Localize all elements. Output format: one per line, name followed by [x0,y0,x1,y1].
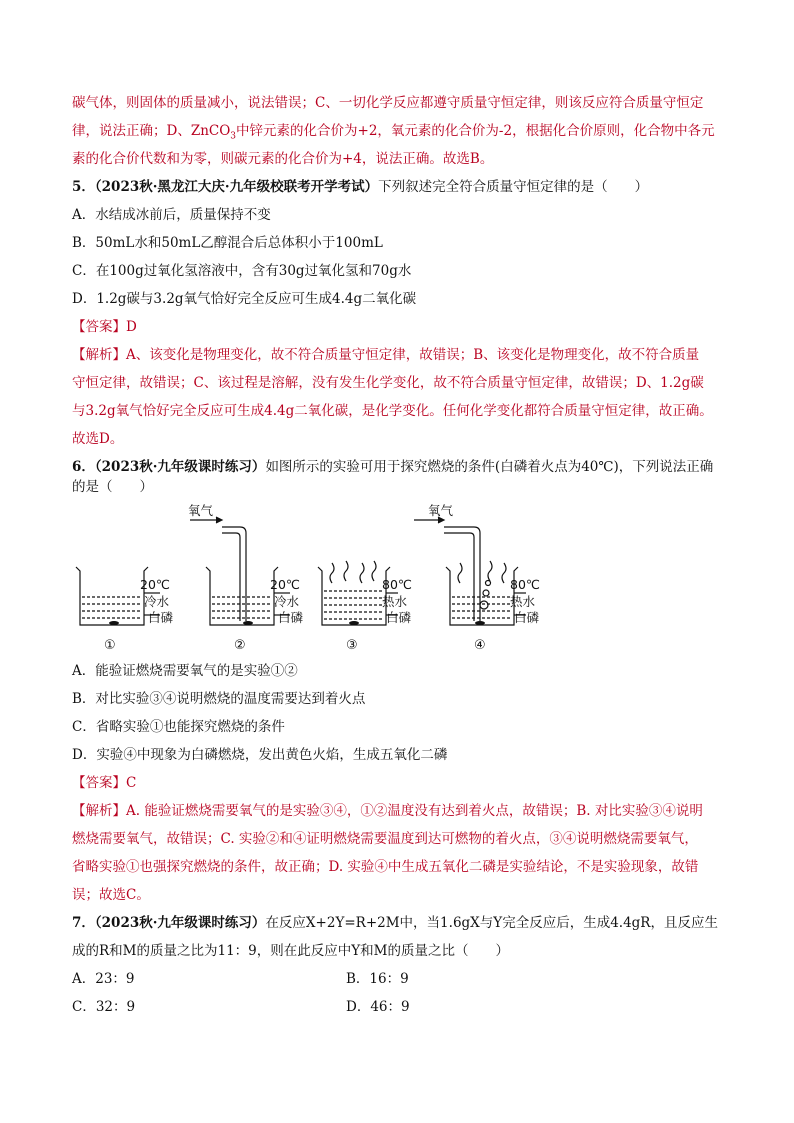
temp-label-2: 20℃ [270,577,300,592]
analysis-line [72,346,699,364]
beaker-number-1: ① [104,638,116,653]
question-7-stem-cont: 成的R和M的质量之比为11：9，则在此反应中Y和M的质量之比（ ） [72,943,509,959]
answer-line [72,774,136,792]
combustion-experiment-figure [70,497,550,657]
option-d: D．1.2g碳与3.2g氧气恰好完全反应可生成4.4g二氧化碳 [72,291,417,307]
oxygen-label-4: 氧气 [428,503,454,518]
question-number: 7． [72,915,95,931]
subscript: 3 [230,131,237,142]
answer-label: 【答案】 [72,319,126,335]
beaker-1 [76,567,148,625]
beaker-number-3: ③ [346,638,358,653]
analysis-text: A、该变化是物理变化，故不符合质量守恒定律，故错误；B、该变化是物理变化，故不符合质量 [126,347,700,363]
question-source: （2023秋·九年级课时练习） [94,459,266,475]
water-label-4: 热水 [510,594,536,609]
prev-explanation-text: 中锌元素的化合价为+2，氧元素的化合价为-2，根据化合价原则，化合物中各元 [236,123,715,139]
water-label-3: 热水 [382,594,408,609]
analysis-line [72,802,703,820]
option-d: D．46：9 [346,999,410,1015]
beaker-4 [446,567,518,625]
prev-explanation-line: 碳气体，则固体的质量减小，说法错误；C、一切化学反应都遵守质量守恒定律，则该反应符合质量守恒定 [72,95,704,111]
phosphorus-1 [109,621,119,625]
phosphorus-label-1: 白磷 [148,610,174,625]
option-b: B．16：9 [346,971,409,987]
question-number: 5． [72,179,95,195]
phosphorus-4 [475,621,485,625]
beaker-3 [318,567,390,625]
analysis-line: 故选D。 [72,431,124,447]
water-label-1: 冷水 [144,594,170,609]
question-text: 如图所示的实验可用于探究燃烧的条件(白磷着火点为40℃)，下列说法正确 [265,459,714,475]
temp-label-4: 80℃ [510,577,540,592]
question-text: 在反应X+2Y=R+2M中，当1.6gX与Y完全反应后，生成4.4gR，且反应生 [265,915,718,931]
oxygen-label-2: 氧气 [188,503,214,518]
prev-explanation-text: 律，说法正确；D、ZnCO [72,123,231,139]
analysis-label: 【解析】 [72,347,126,363]
temp-label-3: 80℃ [382,577,412,592]
option-c: C．32：9 [72,999,136,1015]
option-b: B．50mL水和50mL乙醇混合后总体积小于100mL [72,235,383,251]
beaker-2 [206,567,278,625]
answer-line [72,318,137,336]
answer-label: 【答案】 [72,775,126,791]
prev-explanation-line [72,122,715,140]
temp-label-1: 20℃ [140,577,170,592]
question-7-stem [72,914,718,932]
beaker-number-4: ④ [474,638,486,653]
analysis-line: 与3.2g氧气恰好完全反应可生成4.4g二氧化碳，是化学变化。任何化学变化都符合质量守恒定律，故正确。 [72,403,713,419]
answer-value: C [126,775,137,791]
option-a: A．能验证燃烧需要氧气的是实验①② [72,663,298,679]
phosphorus-2 [243,621,253,625]
option-a: A．水结成冰前后，质量保持不变 [72,207,271,223]
phosphorus-label-4: 白磷 [514,610,540,625]
question-number: 6． [72,459,95,475]
question-source: （2023秋·九年级课时练习） [94,915,266,931]
analysis-line: 误；故选C。 [72,887,150,903]
beakers-diagram [70,497,550,657]
question-5-stem [72,178,648,196]
question-6-stem [72,458,713,476]
option-c: C．在100g过氧化氢溶液中，含有30g过氧化氢和70g水 [72,263,412,279]
analysis-line: 燃烧需要氧气，故错误；C. 实验②和④证明燃烧需要温度到达可燃物的着火点，③④说明燃烧需要氧气， [72,831,698,847]
answer-value: D [126,319,137,335]
option-b: B．对比实验③④说明燃烧的温度需要达到着火点 [72,691,366,707]
analysis-line: 守恒定律，故错误；C、该过程是溶解，没有发生化学变化，故不符合质量守恒定律，故错误；D、1.2g碳 [72,375,704,391]
phosphorus-label-2: 白磷 [278,610,304,625]
option-c: C．省略实验①也能探究燃烧的条件 [72,719,285,735]
phosphorus-label-3: 白磷 [386,610,412,625]
question-6-stem-cont: 的是（ ） [72,479,153,495]
water-label-2: 冷水 [274,594,300,609]
analysis-label: 【解析】 [72,803,126,819]
option-d: D．实验④中现象为白磷燃烧，发出黄色火焰，生成五氧化二磷 [72,747,448,763]
option-a: A．23：9 [72,971,135,987]
analysis-text: A. 能验证燃烧需要氧气的是实验③④，①②温度没有达到着火点，故错误；B. 对比实验③④说明 [126,803,703,819]
analysis-line: 省略实验①也强探究燃烧的条件，故正确；D. 实验④中生成五氧化二磷是实验结论，不是实验现象，故错 [72,859,699,875]
question-source: （2023秋·黑龙江大庆·九年级校联考开学考试） [94,179,379,195]
question-text: 下列叙述完全符合质量守恒定律的是（ ） [378,179,649,195]
prev-explanation-line: 素的化合价代数和为零，则碳元素的化合价为+4，说法正确。故选B。 [72,151,494,167]
beaker-number-2: ② [234,638,246,653]
phosphorus-3 [349,621,359,625]
